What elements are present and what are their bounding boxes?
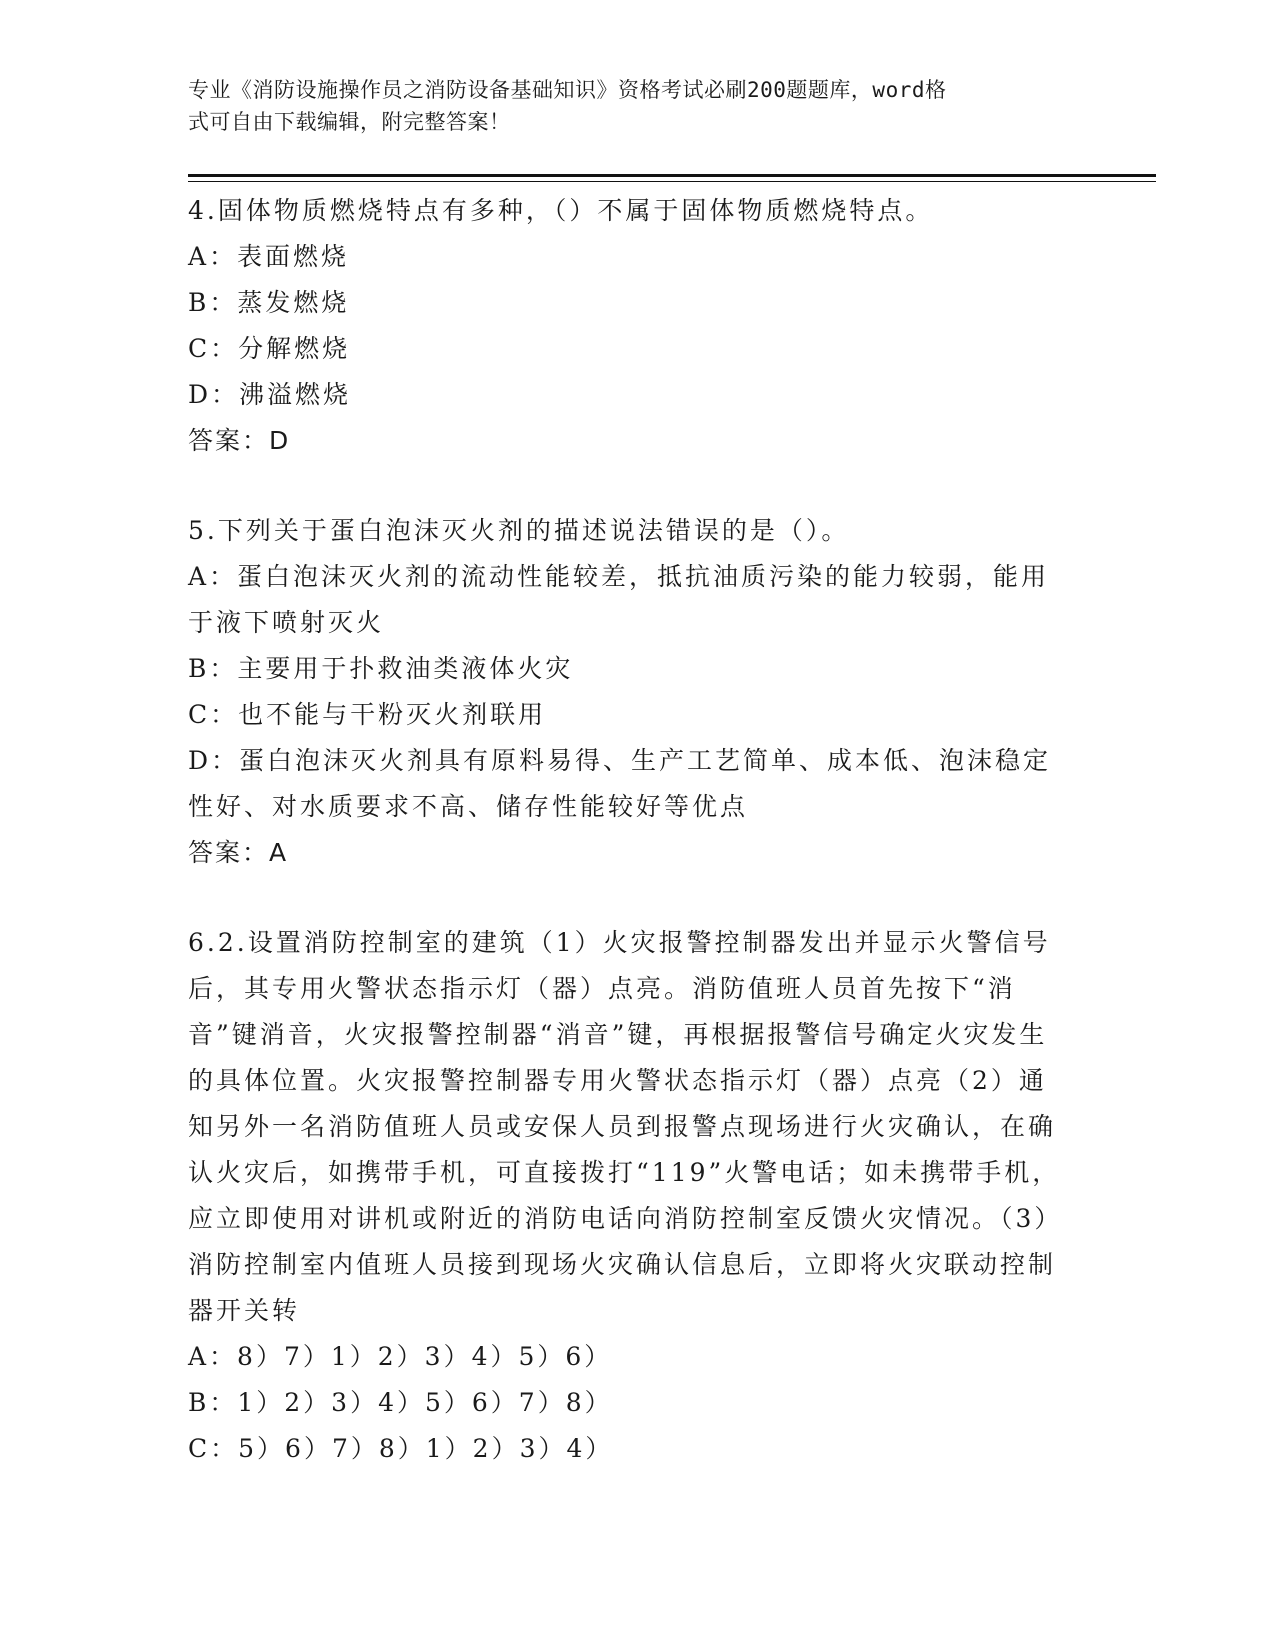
header-rule-thin	[188, 181, 1156, 182]
option-a: A：8）7）1）2）3）4）5）6）	[188, 1342, 613, 1371]
option-c: C：也不能与干粉灭火剂联用	[188, 700, 547, 729]
option-c: C：5）6）7）8）1）2）3）4）	[188, 1434, 614, 1463]
option-b: B：主要用于扑救油类液体火灾	[188, 654, 574, 683]
question-list	[188, 188, 1068, 1516]
question-4	[188, 188, 1068, 464]
option-a: A：蛋白泡沫灭火剂的流动性能较差，抵抗油质污染的能力较弱，能用于液下喷射灭火	[188, 562, 1050, 637]
question-stem: 6.2.设置消防控制室的建筑（1）火灾报警控制器发出并显示火警信号后，其专用火警状态指示灯（器）点亮。消防值班人员首先按下“消音”键消音，火灾报警控制器“消音”键，再根据报警信号确定火灾发生的具体位置。火灾报警控制器专用火警状态指示灯（器）点亮（2）通知另外一名消防值班人员或安保人员到报警点现场进行火灾确认，在确认火灾后，如携带手机，可直接拨打“119”火警电话；如未携带手机，应立即使用对讲机或附近的消防电话向消防控制室反馈火灾情况。（3）消防控制室内值班人员接到现场火灾确认信息后，立即将火灾联动控制器开关转	[188, 928, 1063, 1325]
header-rule-thick	[188, 174, 1156, 177]
question-6	[188, 920, 1068, 1472]
option-a: A：表面燃烧	[188, 242, 350, 271]
option-b: B：蒸发燃烧	[188, 288, 350, 317]
question-5	[188, 508, 1068, 876]
option-d: D：沸溢燃烧	[188, 380, 352, 409]
answer-label: 答案：A	[188, 838, 289, 867]
header-line-2: 式可自由下载编辑，附完整答案！	[188, 110, 511, 134]
question-stem: 4.固体物质燃烧特点有多种，（）不属于固体物质燃烧特点。	[188, 196, 934, 225]
document-header	[188, 74, 1068, 138]
question-stem: 5.下列关于蛋白泡沫灭火剂的描述说法错误的是（）。	[188, 516, 850, 545]
option-b: B：1）2）3）4）5）6）7）8）	[188, 1388, 613, 1417]
option-d: D：蛋白泡沫灭火剂具有原料易得、生产工艺简单、成本低、泡沫稳定性好、对水质要求不高、储存性能较好等优点	[188, 746, 1052, 821]
answer-label: 答案：D	[188, 426, 291, 455]
option-c: C：分解燃烧	[188, 334, 351, 363]
header-line-1: 专业《消防设施操作员之消防设备基础知识》资格考试必刷200题题库，word格	[188, 78, 947, 102]
